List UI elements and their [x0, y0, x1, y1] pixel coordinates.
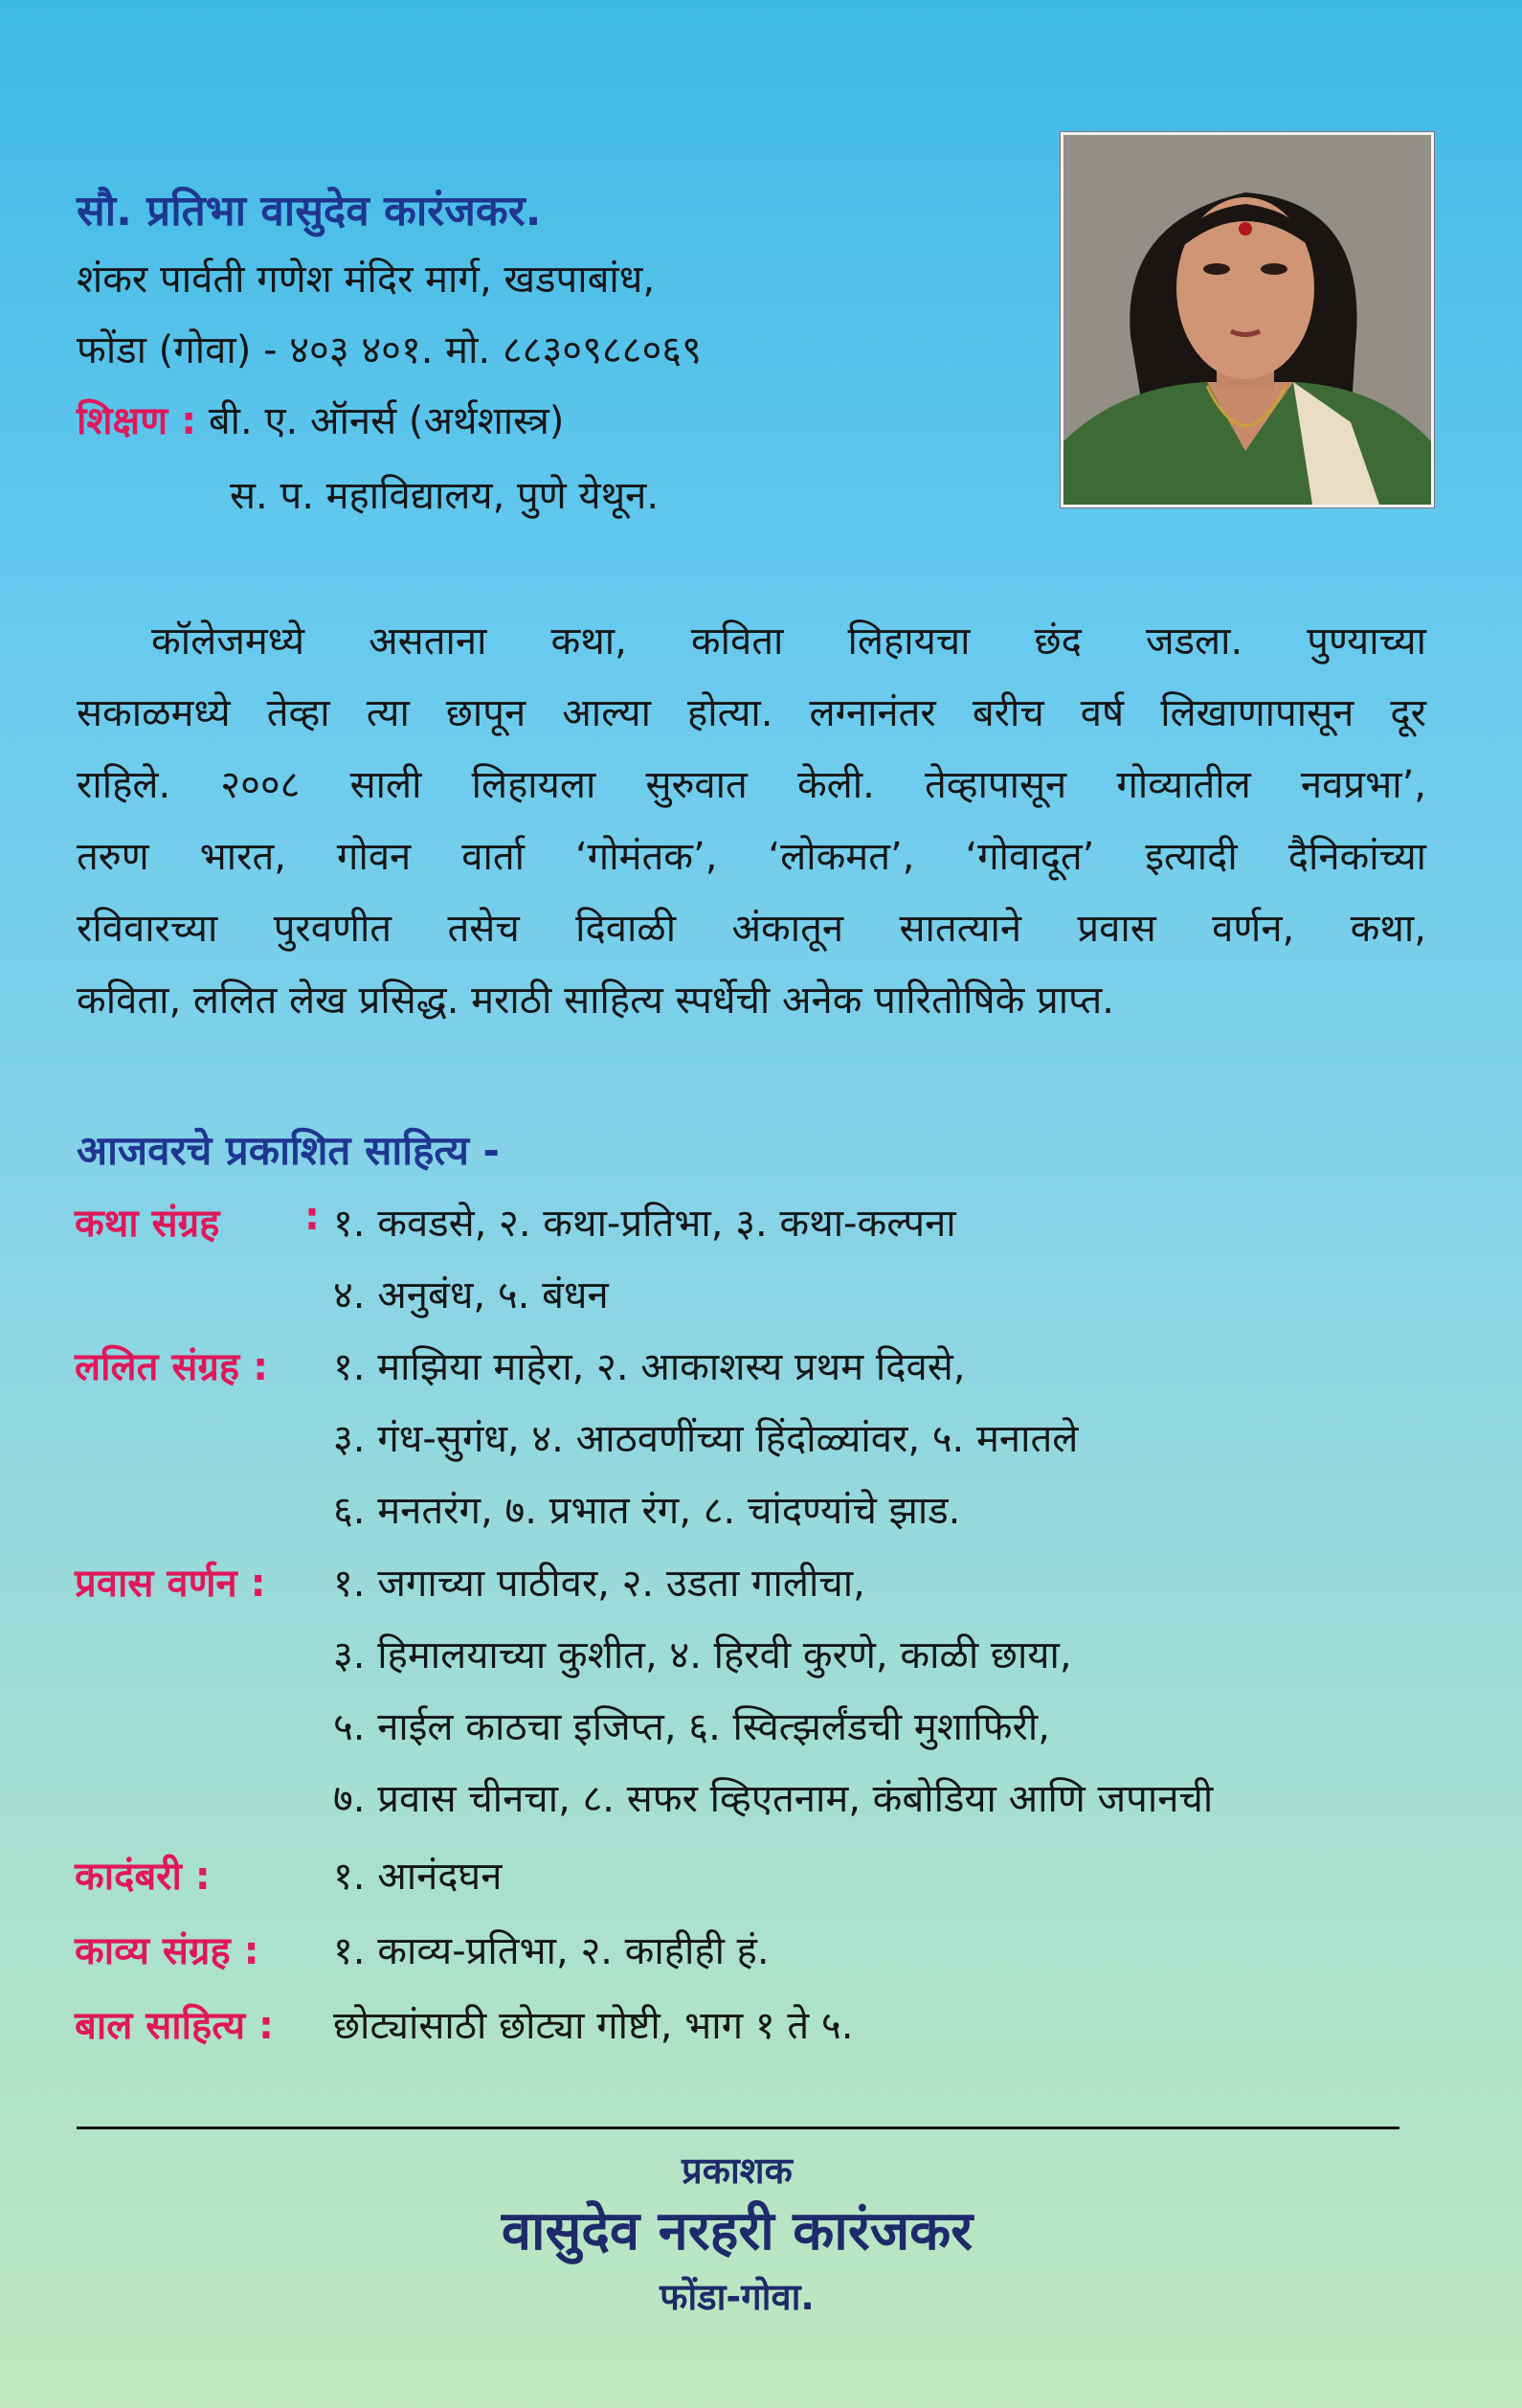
pravas-line-1: १. जगाच्या पाठीवर, २. उडता गालीचा, — [333, 1562, 865, 1606]
publisher-name: वासुदेव नरहरी कारंजकर — [501, 2200, 974, 2262]
category-kadambari-label: कादंबरी : — [75, 1855, 211, 1899]
publisher-label: प्रकाशक — [682, 2149, 793, 2192]
kavya-line-1: १. काव्य-प्रतिभा, २. काहीही हं. — [333, 1929, 770, 1973]
category-katha-colon: : — [304, 1195, 320, 1239]
author-name: सौ. प्रतिभा वासुदेव कारंजकर. — [77, 187, 542, 236]
category-lalit-label: ललित संग्रह : — [75, 1345, 269, 1389]
address-line-2: फोंडा (गोवा) - ४०३ ४०१. मो. ८८३०९८८०६९ — [77, 328, 702, 372]
author-portrait-image — [1063, 135, 1431, 505]
pravas-line-3: ५. नाईल काठचा इजिप्त, ६. स्वित्झर्लंडची मुशाफिरी, — [333, 1705, 1050, 1749]
bio-line-5: रविवारच्या पुरवणीत तसेच दिवाळी अंकातून सातत्याने प्रवास वर्णन, कथा, — [77, 907, 1426, 951]
bal-line-1: छोट्यांसाठी छोट्या गोष्टी, भाग १ ते ५. — [333, 2004, 854, 2048]
lalit-line-3: ६. मनतरंग, ७. प्रभात रंग, ८. चांदण्यांचे झाड. — [333, 1489, 961, 1533]
bio-line-2: सकाळमध्ये तेव्हा त्या छापून आल्या होत्या. लग्नानंतर बरीच वर्ष लिखाणापासून दूर — [77, 691, 1426, 735]
education-value: बी. ए. ऑनर्स (अर्थशास्त्र) — [208, 399, 565, 443]
category-kavya-label: काव्य संग्रह : — [75, 1929, 259, 1973]
pravas-line-2: ३. हिमालयाच्या कुशीत, ४. हिरवी कुरणे, काळी छाया, — [333, 1633, 1072, 1677]
katha-line-1: १. कवडसे, २. कथा-प्रतिभा, ३. कथा-कल्पना — [333, 1202, 956, 1246]
katha-line-2: ४. अनुबंध, ५. बंधन — [333, 1273, 609, 1317]
education-label: शिक्षण : — [77, 399, 197, 443]
works-heading: आजवरचे प्रकाशित साहित्य - — [77, 1127, 500, 1174]
pravas-line-4: ७. प्रवास चीनचा, ८. सफर व्हिएतनाम, कंबोडिया आणि जपानची — [333, 1777, 1214, 1821]
author-photo — [1061, 132, 1434, 507]
publisher-place: फोंडा-गोवा. — [660, 2276, 815, 2318]
address-line-1: शंकर पार्वती गणेश मंदिर मार्ग, खडपाबांध, — [77, 258, 656, 302]
lalit-line-2: ३. गंध-सुगंध, ४. आठवणींच्या हिंदोळ्यांवर, ५. मनातले — [333, 1417, 1079, 1461]
category-katha-label: कथा संग्रह — [75, 1202, 220, 1246]
bio-line-1: कॉलेजमध्ये असताना कथा, कविता लिहायचा छंद जडला. पुण्याच्या — [151, 619, 1426, 664]
bio-line-3: राहिले. २००८ साली लिहायला सुरुवात केली. तेव्हापासून गोव्यातील नवप्रभा’, — [77, 763, 1426, 807]
divider-rule — [77, 2127, 1399, 2129]
lalit-line-1: १. माझिया माहेरा, २. आकाशस्य प्रथम दिवसे, — [333, 1345, 966, 1389]
bio-line-4: तरुण भारत, गोवन वार्ता ‘गोमंतक’, ‘लोकमत’, ‘गोवादूत’ इत्यादी दैनिकांच्या — [77, 835, 1426, 879]
education-college: स. प. महाविद्यालय, पुणे येथून. — [230, 474, 660, 518]
category-bal-label: बाल साहित्य : — [75, 2004, 274, 2048]
bio-line-6: कविता, ललित लेख प्रसिद्ध. मराठी साहित्य स्पर्धेची अनेक पारितोषिके प्राप्त. — [77, 979, 1114, 1023]
category-pravas-label: प्रवास वर्णन : — [75, 1562, 266, 1606]
kadambari-line-1: १. आनंदघन — [333, 1855, 503, 1899]
education-line — [77, 393, 564, 445]
